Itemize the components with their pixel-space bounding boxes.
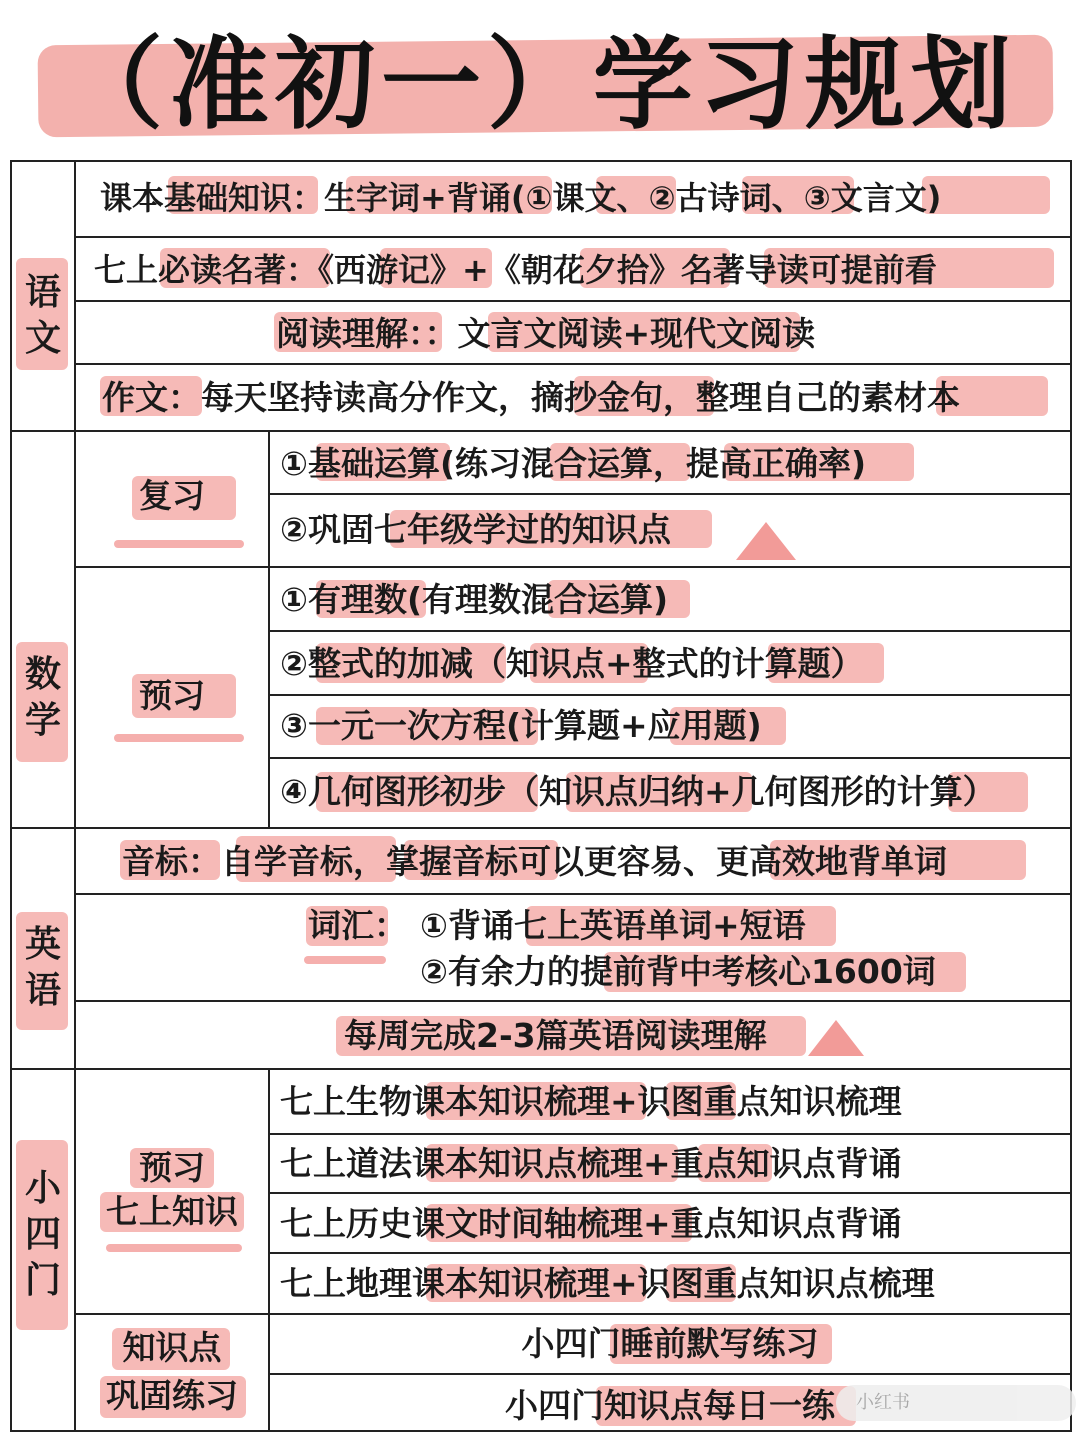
minor-preview-label-1: 预习	[139, 1148, 205, 1187]
subject-english: 英语	[24, 924, 61, 1011]
subject-chinese: 语文	[24, 272, 61, 359]
minor-preview-item-4: 七上地理课本知识梳理+识图重点知识点梳理	[280, 1264, 935, 1303]
chinese-required-reading: 七上必读名著：《西游记》+《朝花夕拾》名著导读可提前看	[94, 251, 937, 289]
chinese-writing: 作文：每天坚持读高分作文，摘抄金句，整理自己的素材本	[102, 378, 960, 417]
english-vocab-label: 词汇：	[308, 906, 407, 945]
math-review-label: 复习	[139, 476, 205, 515]
math-review-item-1: ①基础运算(练习混合运算，提高正确率)	[280, 444, 867, 483]
math-preview-item-2: ②整式的加减（知识点+整式的计算题）	[280, 644, 864, 683]
english-vocab-item-2: ②有余力的提前背中考核心1600词	[420, 952, 936, 991]
minor-preview-label-2: 七上知识	[106, 1192, 238, 1231]
page-title: （准初一）学习规划	[63, 26, 1017, 143]
minor-practice-item-2: 小四门知识点每日一练	[505, 1386, 835, 1425]
subject-math: 数学	[24, 654, 61, 741]
math-preview-item-4: ④几何图形初步（知识点归纳+几何图形的计算）	[280, 772, 996, 811]
subject-minor: 小四门	[24, 1168, 61, 1301]
minor-preview-item-2: 七上道法课本知识点梳理+重点知识点背诵	[280, 1144, 902, 1183]
chinese-basic-knowledge: 课本基础知识：生字词+背诵(①课文、②古诗词、③文言文)	[100, 179, 942, 217]
english-phonetics: 音标：自学音标，掌握音标可以更容易、更高效地背单词	[122, 842, 947, 881]
math-preview-item-3: ③一元一次方程(计算题+应用题)	[280, 706, 762, 745]
english-reading: 每周完成2-3篇英语阅读理解	[344, 1016, 767, 1055]
triangle-mark-icon	[736, 522, 796, 560]
watermark: 小红书	[836, 1385, 1076, 1421]
english-vocab-item-1: ①背诵七上英语单词+短语	[420, 906, 806, 945]
minor-practice-label-1: 知识点	[122, 1328, 222, 1367]
minor-preview-item-3: 七上历史课文时间轴梳理+重点知识点背诵	[280, 1204, 902, 1243]
chinese-reading: 阅读理解：：文言文阅读+现代文阅读	[276, 314, 816, 353]
minor-practice-label-2: 巩固练习	[106, 1376, 238, 1415]
math-preview-item-1: ①有理数(有理数混合运算)	[280, 580, 669, 619]
triangle-mark-icon	[808, 1020, 864, 1056]
math-preview-label: 预习	[139, 676, 205, 715]
minor-practice-item-1: 小四门睡前默写练习	[521, 1324, 819, 1363]
minor-preview-item-1: 七上生物课本知识梳理+识图重点知识梳理	[280, 1082, 902, 1121]
math-review-item-2: ②巩固七年级学过的知识点	[280, 510, 671, 549]
